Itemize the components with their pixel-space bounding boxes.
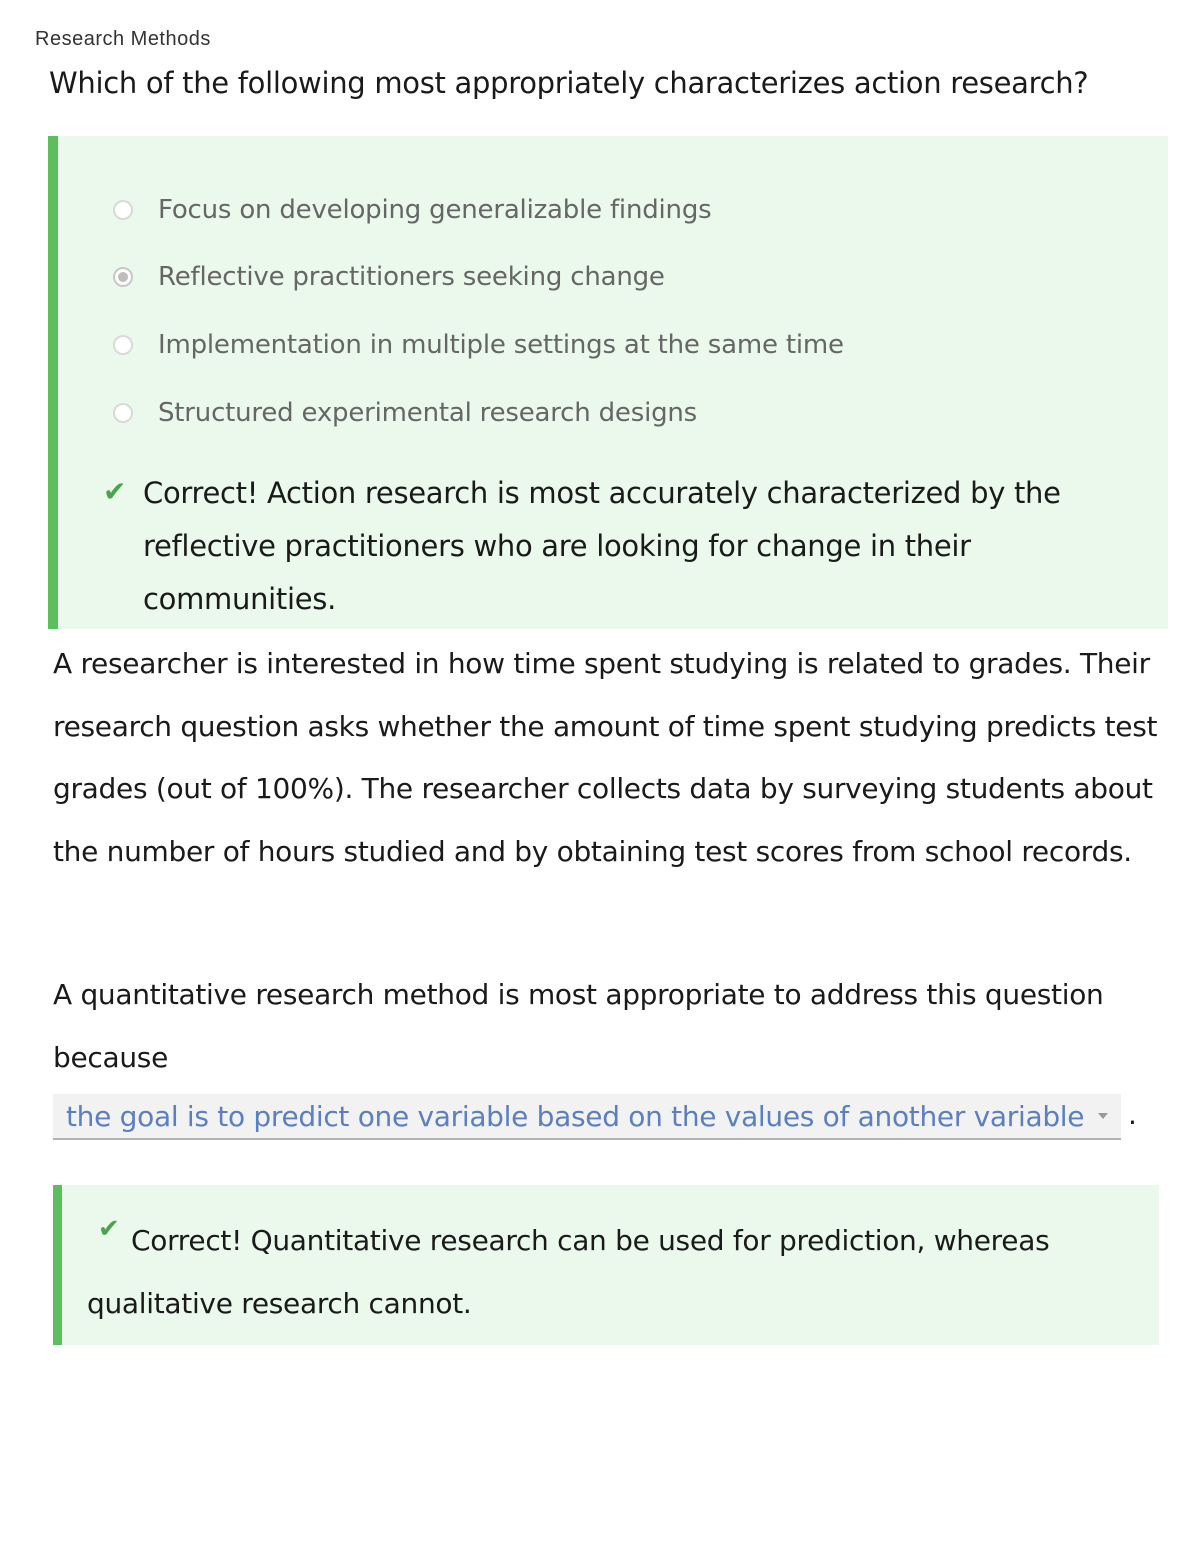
answer-option-3[interactable] bbox=[113, 325, 844, 365]
answer-option-label: Focus on developing generalizable findings bbox=[158, 195, 712, 225]
radio-button-unselected[interactable] bbox=[113, 335, 133, 355]
answer-option-label: Reflective practitioners seeking change bbox=[158, 262, 665, 292]
radio-button-unselected[interactable] bbox=[113, 200, 133, 220]
answer-option-label: Structured experimental research designs bbox=[158, 398, 698, 428]
radio-button-unselected[interactable] bbox=[113, 403, 133, 423]
question-1-prompt: Which of the following most appropriately characterizes action research? bbox=[49, 66, 1089, 100]
question-2-feedback-panel bbox=[53, 1185, 1159, 1345]
answer-option-1[interactable] bbox=[113, 190, 711, 230]
question-2-prompt: A quantitative research method is most appropriate to address this question because bbox=[53, 978, 1104, 1074]
dropdown-selected-value: the goal is to predict one variable based on the values of another variable bbox=[66, 1099, 1085, 1133]
answer-option-2[interactable] bbox=[113, 257, 665, 297]
page-header-label: Research Methods bbox=[35, 28, 211, 50]
answer-option-4[interactable] bbox=[113, 393, 697, 433]
caret-down-icon[interactable] bbox=[1098, 1113, 1108, 1119]
checkmark-icon: ✔ bbox=[98, 1214, 120, 1244]
feedback-text: Correct! Action research is most accurately characterized by the reflective practitioners who are looking for change in their communities. bbox=[143, 476, 1061, 616]
answer-dropdown[interactable] bbox=[53, 1094, 1121, 1140]
question-2-stem: A researcher is interested in how time spent studying is related to grades. Their research question asks whether the amount of time spent studying predicts test grades (out of 100%). The researcher collects data by surveying students about the number of hours studied and by obtaining test scores from school records. bbox=[53, 647, 1158, 868]
checkmark-icon: ✔ bbox=[103, 475, 127, 508]
question-2-feedback bbox=[87, 1209, 1127, 1335]
question-1-feedback bbox=[103, 472, 1093, 626]
radio-button-selected[interactable] bbox=[113, 267, 133, 287]
question-1-answer-panel bbox=[48, 136, 1168, 629]
answer-option-label: Implementation in multiple settings at the same time bbox=[158, 330, 844, 360]
sentence-period: . bbox=[1128, 1098, 1137, 1131]
feedback-text: Correct! Quantitative research can be used for prediction, whereas qualitative research cannot. bbox=[87, 1224, 1050, 1320]
